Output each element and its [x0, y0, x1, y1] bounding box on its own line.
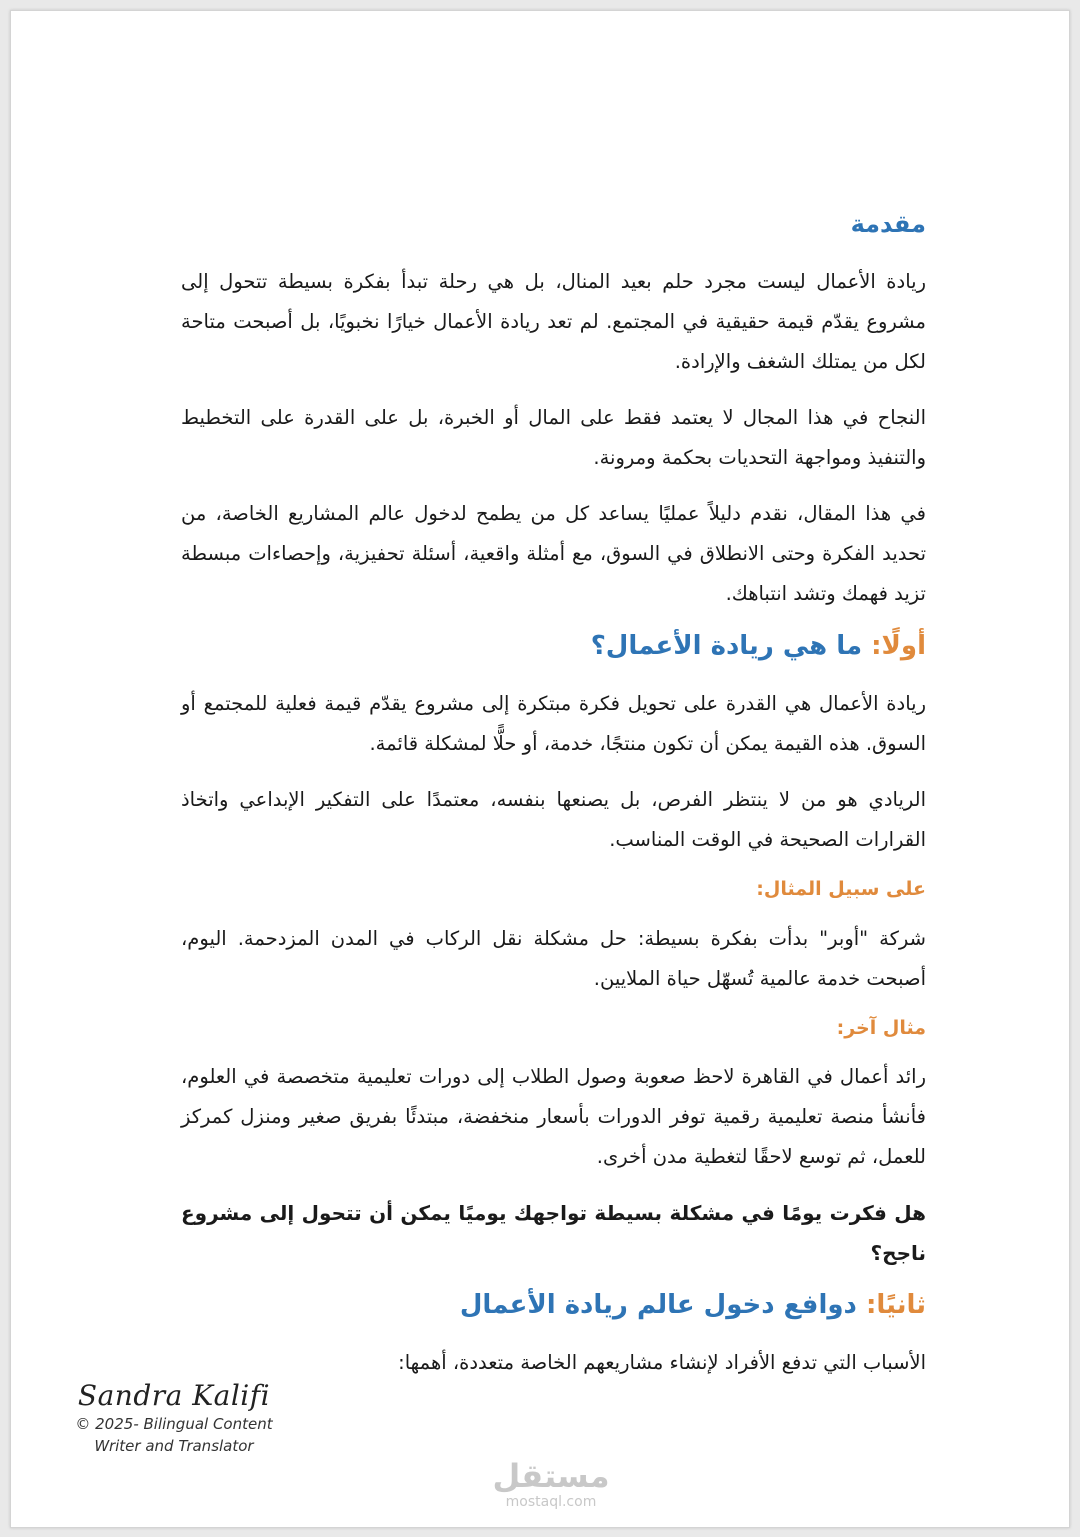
example2-text: رائد أعمال في القاهرة لاحظ صعوبة وصول الطلاب إلى دورات تعليمية متخصصة في العلوم، فأنشأ منصة تعليمية رقمية توفر الدورات بأسعار منخفضة، مبتدئًا بفريق صغير ومنزل كمركز للعمل، ثم توسع لاحقًا لتغطية مدن أخرى. — [181, 1065, 926, 1169]
mostaql-watermark — [481, 1459, 621, 1511]
signature-name: Sandra Kalifi — [77, 1379, 271, 1412]
signature-role: Writer and Translator — [94, 1436, 254, 1455]
section1-heading-title: ما هي ريادة الأعمال؟ — [590, 631, 863, 662]
section2-heading-prefix: ثانيًا: — [865, 1290, 926, 1321]
signature-copyright: © 2025- Bilingual Content — [75, 1414, 273, 1433]
author-signature — [59, 1379, 289, 1457]
section2-heading-title: دوافع دخول عالم ريادة الأعمال — [459, 1290, 857, 1321]
reflection-question: هل فكرت يومًا في مشكلة بسيطة تواجهك يوميًا يمكن أن تتحول إلى مشروع ناجح؟ — [181, 1201, 926, 1266]
section2-heading — [181, 1289, 926, 1323]
example1-label: على سبيل المثال: — [756, 877, 926, 900]
intro-paragraph-3: في هذا المقال، نقدم دليلاً عمليًا يساعد كل من يطمح لدخول عالم المشاريع الخاصة، من تحديد الفكرة وحتى الانطلاق في السوق، مع أمثلة واقعية، أسئلة تحفيزية، وإحصاءات مبسطة تزيد فهمك وتشد انتباهك. — [181, 502, 926, 606]
section1-heading-prefix: أولًا: — [871, 631, 926, 662]
section1-paragraph-1: ريادة الأعمال هي القدرة على تحويل فكرة مبتكرة إلى مشروع يقدّم قيمة فعلية للمجتمع أو السوق. هذه القيمة يمكن أن تكون منتجًا، خدمة، أو حلًّا لمشكلة قائمة. — [181, 691, 926, 755]
intro-heading: مقدمة — [850, 210, 926, 238]
section1-heading — [181, 630, 926, 664]
watermark-latin: mostaql.com — [505, 1494, 597, 1511]
intro-paragraph-1: ريادة الأعمال ليست مجرد حلم بعيد المنال، بل هي رحلة تبدأ بفكرة بسيطة تتحول إلى مشروع يقدّم قيمة حقيقية في المجتمع. لم تعد ريادة الأعمال خيارًا نخبويًا، بل أصبحت متاحة لكل من يمتلك الشغف والإرادة. — [181, 270, 926, 374]
intro-paragraph-2: النجاح في هذا المجال لا يعتمد فقط على المال أو الخبرة، بل على القدرة على التخطيط والتنفيذ ومواجهة التحديات بحكمة ومرونة. — [181, 406, 926, 470]
article-body — [181, 209, 926, 1399]
section1-paragraph-2: الريادي هو من لا ينتظر الفرص، بل يصنعها بنفسه، معتمدًا على التفكير الإبداعي واتخاذ القرارات الصحيحة في الوقت المناسب. — [181, 787, 926, 851]
example2-label: مثال آخر: — [836, 1016, 926, 1039]
section2-paragraph: الأسباب التي تدفع الأفراد لإنشاء مشاريعهم الخاصة متعددة، أهمها: — [398, 1350, 926, 1374]
example1-text: شركة "أوبر" بدأت بفكرة بسيطة: حل مشكلة نقل الركاب في المدن المزدحمة. اليوم، أصبحت خدمة عالمية تُسهّل حياة الملايين. — [181, 926, 926, 990]
document-page — [10, 10, 1070, 1528]
watermark-arabic: مستقل — [492, 1457, 610, 1495]
